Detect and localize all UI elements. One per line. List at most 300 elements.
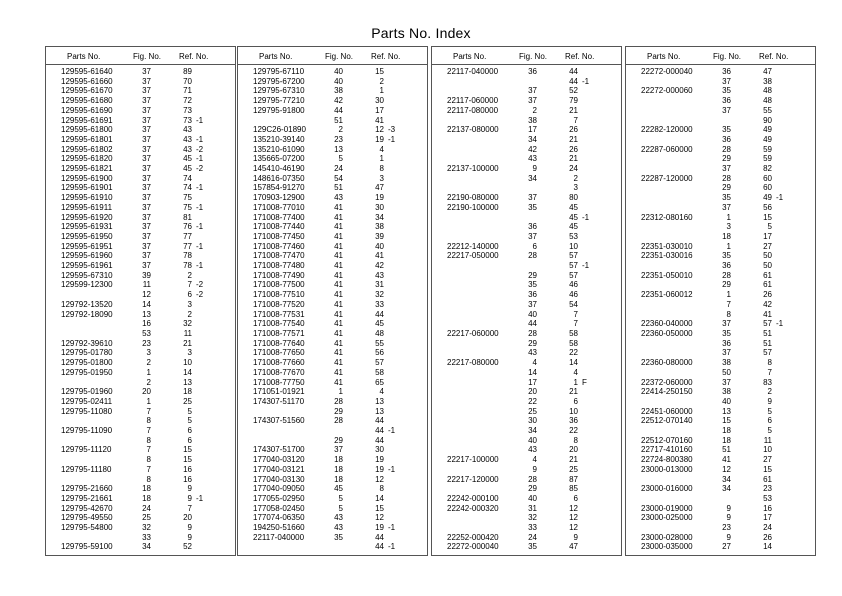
ref-no: 19 (375, 134, 384, 144)
ref-no: 3 (187, 299, 192, 309)
ref-no: 32 (375, 290, 384, 300)
ref-no: 56 (763, 202, 772, 212)
ref-suffix: -2 (196, 280, 204, 290)
table-row (237, 77, 428, 87)
fig-no: 9 (532, 164, 537, 174)
fig-no: 41 (334, 202, 343, 212)
fig-no: 40 (334, 76, 343, 86)
table-row (625, 261, 816, 271)
parts-no: 129595-61690 (61, 105, 113, 115)
table-row (431, 416, 622, 426)
table-row (625, 310, 816, 320)
ref-no: 21 (569, 134, 578, 144)
fig-no: 37 (722, 164, 731, 174)
fig-no: 37 (722, 319, 731, 329)
ref-no: 2 (379, 76, 384, 86)
table-row (45, 164, 236, 174)
table-row (625, 193, 816, 203)
fig-no: 35 (528, 542, 537, 552)
parts-no: 129795-91800 (253, 105, 305, 115)
ref-no: 4 (573, 367, 578, 377)
table-row (45, 426, 236, 436)
table-row (237, 436, 428, 446)
header-fig-no: Fig. No. (325, 52, 354, 61)
parts-no: 171008-77490 (253, 270, 305, 280)
table-row (45, 339, 236, 349)
fig-no: 37 (528, 96, 537, 106)
parts-no: 129795-21660 (61, 484, 113, 494)
parts-no: 171008-77470 (253, 251, 305, 261)
fig-no: 18 (142, 484, 151, 494)
table-row (431, 145, 622, 155)
fig-no: 1 (338, 387, 343, 397)
parts-no: 22372-060000 (641, 377, 693, 387)
fig-no: 37 (142, 202, 151, 212)
fig-no: 1 (146, 367, 151, 377)
fig-no: 18 (334, 464, 343, 474)
fig-no: 28 (528, 328, 537, 338)
ref-no: 15 (763, 212, 772, 222)
ref-no: 55 (763, 105, 772, 115)
fig-no: 3 (726, 222, 731, 232)
table-row (625, 407, 816, 417)
ref-no: 85 (569, 484, 578, 494)
table-row (431, 232, 622, 242)
fig-no: 37 (142, 173, 151, 183)
table-row (237, 174, 428, 184)
fig-no: 9 (726, 503, 731, 513)
fig-no: 51 (334, 183, 343, 193)
fig-no: 37 (142, 67, 151, 76)
table-row (237, 368, 428, 378)
ref-no: 44 (375, 542, 384, 552)
parts-no: 171008-77510 (253, 290, 305, 300)
parts-no: 22137-100000 (447, 164, 499, 174)
table-row (237, 445, 428, 455)
table-row (237, 426, 428, 436)
fig-no: 37 (722, 202, 731, 212)
fig-no: 37 (142, 231, 151, 241)
parts-no: 22217-120000 (447, 474, 499, 484)
fig-no: 40 (334, 67, 343, 76)
ref-suffix: -1 (388, 426, 396, 436)
ref-no: 81 (183, 212, 192, 222)
ref-no: 17 (763, 513, 772, 523)
ref-no: 4 (379, 144, 384, 154)
parts-no: 129795-11090 (61, 426, 113, 436)
ref-no: 61 (763, 474, 772, 484)
parts-no: 171008-77460 (253, 241, 305, 251)
table-row (45, 183, 236, 193)
fig-no: 18 (722, 426, 731, 436)
ref-no: 39 (375, 231, 384, 241)
fig-no: 43 (528, 348, 537, 358)
ref-no: 76 (183, 222, 192, 232)
parts-no: 129795-11080 (61, 406, 113, 416)
ref-no: 9 (187, 523, 192, 533)
ref-no: 21 (183, 338, 192, 348)
ref-suffix: -1 (582, 261, 590, 271)
fig-no: 36 (722, 134, 731, 144)
table-row (431, 445, 622, 455)
parts-no: 22351-030016 (641, 251, 693, 261)
parts-no: 148616-07350 (253, 173, 305, 183)
table-row (237, 135, 428, 145)
table-row (625, 368, 816, 378)
fig-no: 23 (722, 523, 731, 533)
fig-no: 4 (532, 455, 537, 465)
fig-no: 36 (722, 96, 731, 106)
table-row (625, 164, 816, 174)
ref-no: 15 (763, 464, 772, 474)
table-row (237, 290, 428, 300)
parts-no: 129795-59100 (61, 542, 113, 552)
fig-no: 37 (142, 241, 151, 251)
table-row (625, 475, 816, 485)
ref-no: 38 (375, 222, 384, 232)
fig-no: 15 (722, 416, 731, 426)
table-row (237, 203, 428, 213)
ref-no: 54 (569, 299, 578, 309)
fig-no: 8 (146, 455, 151, 465)
parts-no: 129595-61680 (61, 96, 113, 106)
parts-no: 22512-070140 (641, 416, 693, 426)
fig-no: 37 (142, 115, 151, 125)
parts-no: 129595-61911 (61, 202, 113, 212)
parts-no: 129795-67110 (253, 67, 305, 76)
table-row (45, 135, 236, 145)
table-row (431, 368, 622, 378)
table-row (45, 261, 236, 271)
parts-no: 23000-013000 (641, 464, 693, 474)
ref-no: 22 (569, 426, 578, 436)
table-row (237, 145, 428, 155)
table-row (431, 280, 622, 290)
table-row (431, 213, 622, 223)
fig-no: 32 (142, 523, 151, 533)
fig-no: 8 (146, 474, 151, 484)
fig-no: 40 (722, 396, 731, 406)
parts-no: 171008-77520 (253, 299, 305, 309)
fig-no: 20 (142, 387, 151, 397)
ref-no: 44 (375, 416, 384, 426)
fig-no: 28 (334, 396, 343, 406)
ref-no: 10 (569, 406, 578, 416)
ref-suffix: -1 (196, 202, 204, 212)
ref-suffix: -1 (776, 319, 784, 329)
parts-no: 135210-61090 (253, 144, 305, 154)
parts-no: 129795-11120 (61, 445, 112, 455)
fig-no: 35 (528, 280, 537, 290)
fig-no: 36 (528, 290, 537, 300)
table-row (625, 319, 816, 329)
ref-no: 41 (375, 115, 384, 125)
table-row (625, 416, 816, 426)
ref-no: 77 (183, 241, 192, 251)
fig-no: 18 (334, 455, 343, 465)
fig-no: 34 (528, 173, 537, 183)
ref-no: 13 (375, 396, 384, 406)
column-rows (45, 67, 236, 552)
table-row (625, 174, 816, 184)
ref-no: 4 (379, 387, 384, 397)
ref-no: 5 (187, 406, 192, 416)
parts-no: 129595-61900 (61, 173, 113, 183)
table-row (45, 445, 236, 455)
table-row (45, 416, 236, 426)
fig-no: 37 (334, 445, 343, 455)
ref-no: 27 (763, 241, 772, 251)
parts-no: 171008-77450 (253, 231, 305, 241)
fig-no: 37 (528, 86, 537, 96)
ref-no: 58 (569, 338, 578, 348)
fig-no: 37 (142, 134, 151, 144)
table-row (625, 280, 816, 290)
ref-no: 48 (375, 328, 384, 338)
table-row (625, 232, 816, 242)
table-row (237, 542, 428, 552)
table-row (237, 183, 428, 193)
ref-no: 65 (375, 377, 384, 387)
ref-no: 14 (569, 358, 578, 368)
table-row (45, 232, 236, 242)
fig-no: 42 (528, 144, 537, 154)
fig-no: 9 (532, 464, 537, 474)
ref-no: 60 (763, 173, 772, 183)
ref-no: 70 (183, 76, 192, 86)
ref-no: 33 (375, 299, 384, 309)
parts-no: 129795-49550 (61, 513, 113, 523)
parts-no: 23000-025000 (641, 513, 693, 523)
fig-no: 31 (528, 503, 537, 513)
parts-no: 22512-070160 (641, 435, 693, 445)
table-row (45, 67, 236, 77)
fig-no: 37 (528, 299, 537, 309)
table-row (625, 242, 816, 252)
ref-no: 1 (379, 154, 384, 164)
header-parts-no: Parts No. (453, 52, 487, 61)
parts-no: 171008-77480 (253, 261, 305, 271)
table-row (431, 174, 622, 184)
table-row (431, 348, 622, 358)
ref-no: 9 (187, 484, 192, 494)
ref-no: 19 (375, 455, 384, 465)
header-ref-no: Ref. No. (565, 52, 595, 61)
ref-no: 7 (187, 503, 192, 513)
fig-no: 23 (142, 338, 151, 348)
parts-no: 22312-080160 (641, 212, 693, 222)
parts-no: 177055-02950 (253, 493, 305, 503)
ref-no: 9 (767, 396, 772, 406)
table-row (625, 251, 816, 261)
ref-suffix: -1 (196, 241, 204, 251)
table-row (625, 387, 816, 397)
table-row (625, 77, 816, 87)
parts-no: 171008-77640 (253, 338, 305, 348)
table-row (625, 455, 816, 465)
table-row (45, 523, 236, 533)
ref-no: 19 (375, 523, 384, 533)
table-row (625, 329, 816, 339)
header-fig-no: Fig. No. (519, 52, 548, 61)
ref-no: 26 (569, 144, 578, 154)
header-parts-no: Parts No. (647, 52, 681, 61)
ref-no: 45 (183, 164, 192, 174)
ref-suffix: -2 (196, 290, 204, 300)
table-row (625, 125, 816, 135)
parts-no: 171008-77500 (253, 280, 305, 290)
fig-no: 1 (726, 290, 731, 300)
table-row (45, 475, 236, 485)
table-row (237, 86, 428, 96)
parts-no: 129C26-01890 (253, 125, 306, 135)
table-row (45, 86, 236, 96)
ref-suffix: -1 (196, 154, 204, 164)
ref-no: 47 (375, 183, 384, 193)
ref-no: 50 (763, 261, 772, 271)
table-row (237, 67, 428, 77)
fig-no: 35 (722, 328, 731, 338)
fig-no: 42 (334, 96, 343, 106)
table-row (237, 271, 428, 281)
fig-no: 43 (334, 523, 343, 533)
header-parts-no: Parts No. (259, 52, 293, 61)
fig-no: 34 (722, 484, 731, 494)
fig-no: 37 (142, 76, 151, 86)
ref-no: 24 (763, 523, 772, 533)
parts-no: 129595-61951 (61, 241, 113, 251)
ref-no: 44 (375, 532, 384, 542)
table-row (45, 397, 236, 407)
parts-no: 22717-410160 (641, 445, 693, 455)
fig-no: 38 (528, 115, 537, 125)
ref-no: 15 (183, 445, 192, 455)
ref-no: 8 (573, 435, 578, 445)
fig-no: 29 (528, 484, 537, 494)
table-row (625, 494, 816, 504)
ref-suffix: -1 (196, 222, 204, 232)
fig-no: 37 (142, 183, 151, 193)
ref-no: 48 (763, 96, 772, 106)
ref-no: 57 (763, 348, 772, 358)
table-row (45, 280, 236, 290)
fig-no: 28 (528, 251, 537, 261)
fig-no: 13 (142, 309, 151, 319)
table-row (237, 300, 428, 310)
fig-no: 4 (532, 358, 537, 368)
ref-no: 7 (187, 280, 192, 290)
fig-no: 23 (334, 134, 343, 144)
ref-no: 12 (375, 125, 384, 135)
ref-suffix: -1 (196, 134, 204, 144)
parts-no: 22217-060000 (447, 328, 499, 338)
parts-no: 171008-77660 (253, 358, 305, 368)
ref-suffix: -1 (196, 183, 204, 193)
fig-no: 5 (338, 493, 343, 503)
fig-no: 11 (142, 280, 151, 290)
ref-no: 77 (183, 231, 192, 241)
parts-no: 22252-000420 (447, 532, 499, 542)
ref-no: 89 (183, 67, 192, 76)
fig-no: 36 (722, 261, 731, 271)
table-row (45, 222, 236, 232)
ref-no: 2 (187, 309, 192, 319)
ref-no: 51 (763, 338, 772, 348)
fig-no: 43 (334, 193, 343, 203)
ref-no: 12 (569, 503, 578, 513)
table-row (237, 125, 428, 135)
ref-no: 44 (569, 67, 578, 76)
parts-no: 129595-61920 (61, 212, 113, 222)
table-row (45, 154, 236, 164)
ref-no: 30 (375, 445, 384, 455)
table-row (625, 203, 816, 213)
table-row (431, 436, 622, 446)
ref-suffix: -2 (196, 164, 204, 174)
table-row (237, 387, 428, 397)
table-row (237, 455, 428, 465)
fig-no: 40 (528, 493, 537, 503)
table-row (45, 125, 236, 135)
table-row (431, 96, 622, 106)
table-row (45, 494, 236, 504)
ref-no: 32 (183, 319, 192, 329)
fig-no: 29 (722, 280, 731, 290)
ref-no: 6 (187, 435, 192, 445)
parts-no: 129595-61801 (61, 134, 113, 144)
fig-no: 37 (142, 251, 151, 261)
fig-no: 41 (334, 358, 343, 368)
ref-no: 30 (375, 96, 384, 106)
parts-no: 129795-02411 (61, 396, 113, 406)
table-row (45, 533, 236, 543)
ref-no: 41 (763, 309, 772, 319)
table-row (625, 523, 816, 533)
fig-no: 1 (726, 241, 731, 251)
parts-no: 171008-77010 (253, 202, 305, 212)
parts-no: 171008-77670 (253, 367, 305, 377)
parts-no: 22137-080000 (447, 125, 499, 135)
header-ref-no: Ref. No. (759, 52, 789, 61)
parts-no: 177040-03130 (253, 474, 305, 484)
ref-no: 12 (375, 513, 384, 523)
parts-no: 129595-61960 (61, 251, 113, 261)
fig-no: 53 (142, 328, 151, 338)
table-row (625, 484, 816, 494)
ref-no: 43 (183, 144, 192, 154)
fig-no: 37 (722, 76, 731, 86)
ref-no: 50 (763, 251, 772, 261)
ref-no: 15 (375, 67, 384, 76)
table-row (45, 213, 236, 223)
table-row (45, 484, 236, 494)
table-row (431, 378, 622, 388)
fig-no: 29 (722, 183, 731, 193)
parts-no: 171051-01921 (253, 387, 305, 397)
ref-suffix: -1 (388, 464, 396, 474)
table-row (431, 251, 622, 261)
ref-no: 48 (763, 86, 772, 96)
fig-no: 50 (722, 367, 731, 377)
fig-no: 24 (528, 532, 537, 542)
parts-no: 129795-67310 (253, 86, 305, 96)
parts-no: 171008-77540 (253, 319, 305, 329)
table-row (237, 523, 428, 533)
ref-no: 26 (763, 532, 772, 542)
ref-no: 59 (763, 154, 772, 164)
parts-no: 22217-050000 (447, 251, 499, 261)
ref-no: 25 (569, 464, 578, 474)
